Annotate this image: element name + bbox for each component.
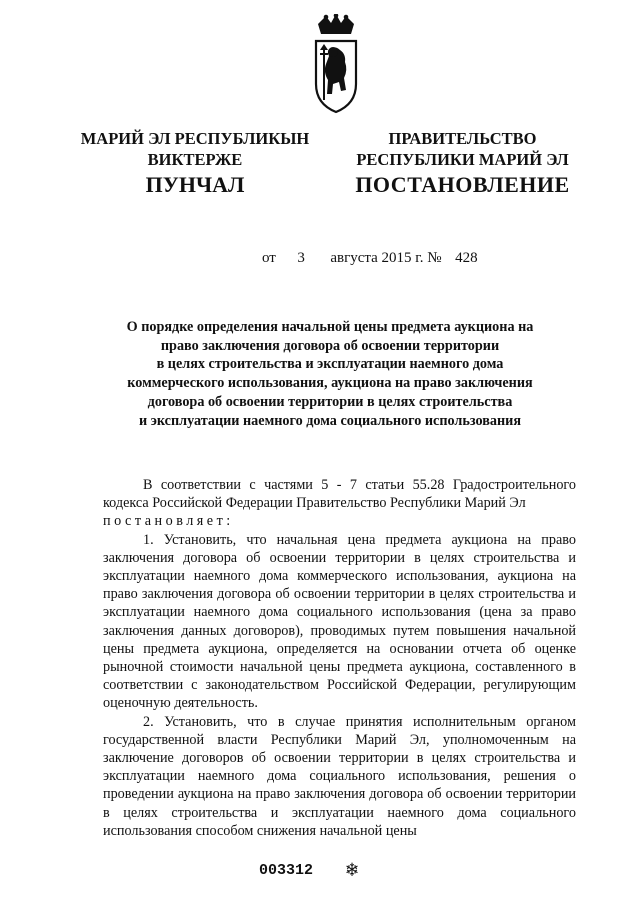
org-name-mari-line-2: ВИКТЕРЖЕ — [147, 150, 243, 169]
title-line: коммерческого использования, аукциона на право заключения — [127, 375, 533, 392]
document-title — [100, 318, 560, 430]
title-line: в целях строительства и эксплуатации наемного дома — [156, 356, 504, 373]
title-line: договора об освоении территории в целях строительства — [147, 393, 513, 410]
document-body — [103, 476, 576, 840]
document-number: 428 — [455, 250, 478, 266]
item-paragraph-1: 1. Установить, что начальная цена предмета аукциона на право заключения договора об освоении территории в целях строительства и эксплуатации наемного дома коммерческого использования, аукциона на право заключения договора об освоении территории в целях строительства и эксплуатации наемного дома социального использования (цена за право заключения данных договоров), проводимых путем повышения начальной цены предмета аукциона, определяется на основании отчета об оценке рыночной стоимости начальной цены предмета аукциона, составленного в соответствии с законодательством Российской Федерации, регулирующим оценочную деятельность. — [103, 531, 576, 712]
title-line: и эксплуатации наемного дома социального использования — [138, 412, 522, 429]
org-name-russian — [345, 128, 580, 170]
org-name-russian-line-1: ПРАВИТЕЛЬСТВО — [388, 129, 537, 148]
number-label: № — [427, 250, 442, 266]
doc-type-russian: ПОСТАНОВЛЕНИЕ — [355, 172, 570, 197]
serial-number: 003312 — [259, 862, 314, 879]
footer-serial-line — [259, 857, 358, 883]
preamble-paragraph: В соответствии с частями 5 - 7 статьи 55.28 Градостроительного кодекса Российской Федерации Правительство Республики Марий Эл — [103, 477, 576, 512]
date-month-year: августа 2015 г. — [330, 250, 424, 266]
org-name-russian-line-2: РЕСПУБЛИКИ МАРИЙ ЭЛ — [356, 150, 569, 169]
title-line: О порядке определения начальной цены предмета аукциона на — [126, 319, 534, 335]
snowflake-mark-icon: ❄ — [346, 860, 359, 883]
org-name-mari-line-1: МАРИЙ ЭЛ РЕСПУБЛИКЫН — [80, 129, 310, 148]
item-paragraph-2: 2. Установить, что в случае принятия исполнительным органом государственной власти Республики Марий Эл, уполномоченным на заключение договоров об освоении территории в целях строительства и эксплуатации наемного дома социального использования, решения о проведении аукциона на право заключения договора об освоении территории в целях строительства и эксплуатации наемного дома социального использования способом снижения начальной цены — [103, 713, 576, 839]
date-number-line — [262, 250, 478, 267]
date-day: 3 — [297, 250, 305, 266]
org-name-mari — [80, 128, 310, 170]
doc-type-mari: ПУНЧАЛ — [145, 172, 245, 197]
title-line: право заключения договора об освоении территории — [160, 337, 500, 354]
date-prefix: от — [262, 250, 276, 266]
coat-of-arms-mari-el-icon — [296, 14, 376, 114]
resolves-word: постановляет: — [103, 513, 234, 530]
